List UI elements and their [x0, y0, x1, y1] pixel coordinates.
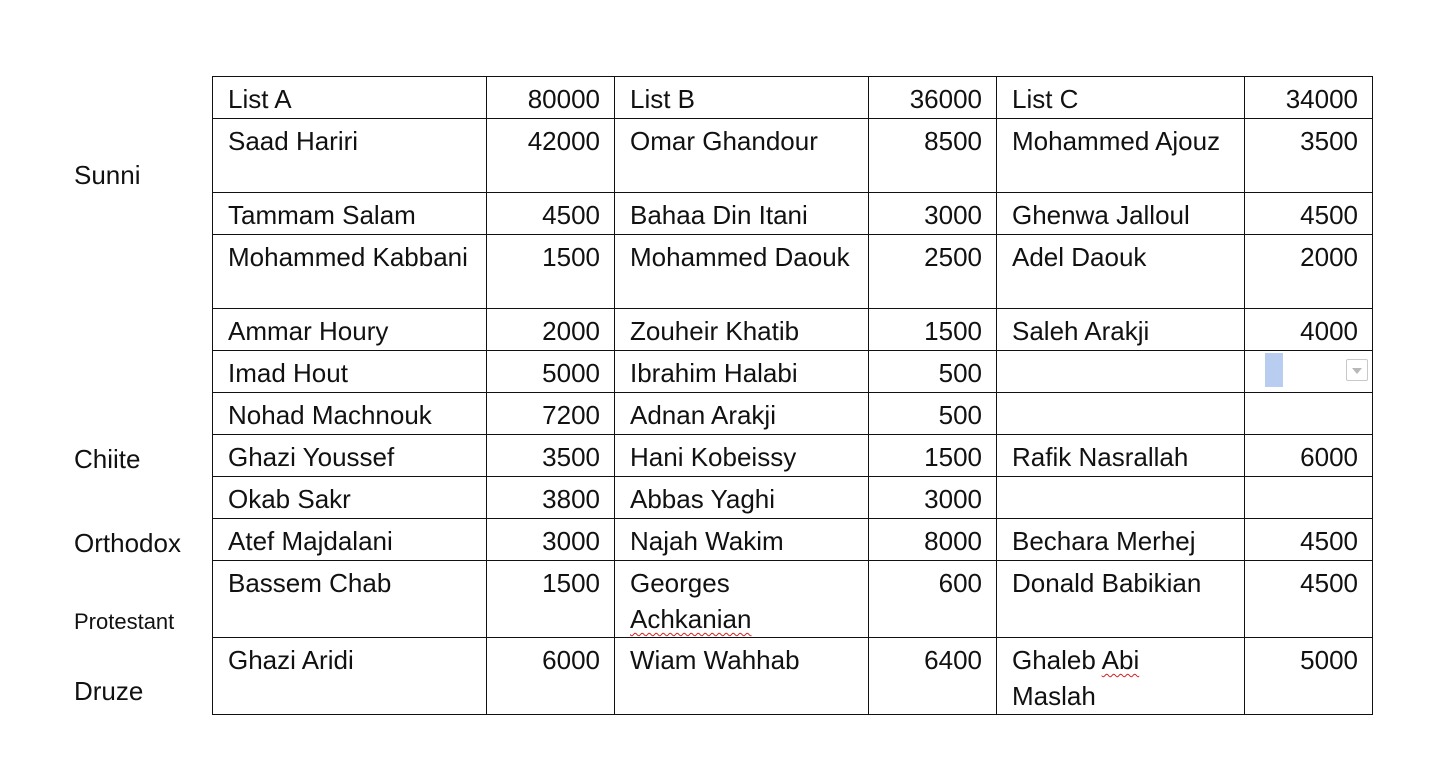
- table-row: [213, 477, 1373, 519]
- table-cell[interactable]: 4500: [487, 193, 615, 235]
- table-cell[interactable]: 2500: [869, 235, 997, 309]
- table-cell[interactable]: Saleh Arakji: [997, 309, 1245, 351]
- table-cell[interactable]: Atef Majdalani: [213, 519, 487, 561]
- chevron-down-icon[interactable]: [1346, 359, 1368, 381]
- table-cell[interactable]: [997, 351, 1245, 393]
- table-row: [213, 561, 1373, 638]
- table-cell-selected[interactable]: [1245, 351, 1373, 393]
- section-label-sunni: Sunni: [74, 160, 141, 190]
- table-cell[interactable]: Nohad Machnouk: [213, 393, 487, 435]
- table-cell[interactable]: Imad Hout: [213, 351, 487, 393]
- spelling-flagged-word: Achkanian: [630, 604, 752, 634]
- table-cell[interactable]: Ghenwa Jalloul: [997, 193, 1245, 235]
- table-cell[interactable]: 8000: [869, 519, 997, 561]
- table-cell[interactable]: Bechara Merhej: [997, 519, 1245, 561]
- table-cell[interactable]: Zouheir Khatib: [615, 309, 869, 351]
- table-cell[interactable]: 1500: [487, 235, 615, 309]
- table-cell[interactable]: 4500: [1245, 519, 1373, 561]
- table-cell[interactable]: [1245, 393, 1373, 435]
- spelling-flagged-word: Abi: [1101, 645, 1140, 675]
- table-cell[interactable]: [1245, 477, 1373, 519]
- table-cell[interactable]: Adel Daouk: [997, 235, 1245, 309]
- section-label-chiite: Chiite: [74, 444, 141, 474]
- table-cell[interactable]: 3500: [487, 435, 615, 477]
- table-cell[interactable]: 8500: [869, 119, 997, 193]
- table-cell[interactable]: 600: [869, 561, 997, 638]
- cell-text: Georges: [630, 568, 730, 598]
- table-cell[interactable]: 80000: [487, 77, 615, 119]
- table-cell[interactable]: 3000: [487, 519, 615, 561]
- table-cell[interactable]: 3000: [869, 193, 997, 235]
- cell-text: Maslah: [1012, 681, 1096, 711]
- table-cell[interactable]: Okab Sakr: [213, 477, 487, 519]
- table-row: [213, 309, 1373, 351]
- table-row: [213, 351, 1373, 393]
- table-cell[interactable]: Hani Kobeissy: [615, 435, 869, 477]
- table-row: [213, 393, 1373, 435]
- table-cell[interactable]: Omar Ghandour: [615, 119, 869, 193]
- table-header-row: [213, 77, 1373, 119]
- table-cell[interactable]: Mohammed Ajouz: [997, 119, 1245, 193]
- table-row: [213, 235, 1373, 309]
- table-cell[interactable]: Tammam Salam: [213, 193, 487, 235]
- table-row: [213, 519, 1373, 561]
- table-cell[interactable]: Ghazi Youssef: [213, 435, 487, 477]
- table-cell[interactable]: 3000: [869, 477, 997, 519]
- candidate-lists-table[interactable]: [212, 76, 1373, 715]
- table-cell[interactable]: 1500: [869, 435, 997, 477]
- table-cell[interactable]: 36000: [869, 77, 997, 119]
- table-cell[interactable]: 1500: [487, 561, 615, 638]
- table-cell[interactable]: 3500: [1245, 119, 1373, 193]
- table-cell[interactable]: [997, 477, 1245, 519]
- table-cell[interactable]: List B: [615, 77, 869, 119]
- table-cell[interactable]: 3800: [487, 477, 615, 519]
- section-label-druze: Druze: [74, 676, 144, 706]
- table-cell[interactable]: Adnan Arakji: [615, 393, 869, 435]
- table-cell[interactable]: 4500: [1245, 561, 1373, 638]
- table-cell[interactable]: 4500: [1245, 193, 1373, 235]
- table-cell[interactable]: 7200: [487, 393, 615, 435]
- table-cell[interactable]: 42000: [487, 119, 615, 193]
- table-cell[interactable]: 6000: [487, 638, 615, 715]
- table-row: [213, 435, 1373, 477]
- table-cell[interactable]: 2000: [487, 309, 615, 351]
- table-cell[interactable]: 500: [869, 393, 997, 435]
- table-cell[interactable]: Ghazi Aridi: [213, 638, 487, 715]
- cell-text: Ghaleb: [1012, 645, 1096, 675]
- table-cell[interactable]: Bahaa Din Itani: [615, 193, 869, 235]
- table-cell[interactable]: 4000: [1245, 309, 1373, 351]
- section-label-orthodox: Orthodox: [74, 528, 181, 558]
- section-label-protestant: Protestant: [74, 609, 175, 634]
- table-row: [213, 638, 1373, 715]
- table-cell[interactable]: 2000: [1245, 235, 1373, 309]
- table-cell[interactable]: List C: [997, 77, 1245, 119]
- table-cell[interactable]: 34000: [1245, 77, 1373, 119]
- table-cell[interactable]: 6400: [869, 638, 997, 715]
- table-cell[interactable]: [997, 393, 1245, 435]
- table-row: [213, 119, 1373, 193]
- table-cell[interactable]: 5000: [1245, 638, 1373, 715]
- table-cell[interactable]: Abbas Yaghi: [615, 477, 869, 519]
- table-cell[interactable]: Wiam Wahhab: [615, 638, 869, 715]
- table-row: [213, 193, 1373, 235]
- table-cell[interactable]: Najah Wakim: [615, 519, 869, 561]
- table-cell[interactable]: Bassem Chab: [213, 561, 487, 638]
- table-cell[interactable]: 500: [869, 351, 997, 393]
- table-cell[interactable]: 5000: [487, 351, 615, 393]
- table-cell[interactable]: Mohammed Daouk: [615, 235, 869, 309]
- table-cell[interactable]: 1500: [869, 309, 997, 351]
- table-cell[interactable]: Saad Hariri: [213, 119, 487, 193]
- table-cell[interactable]: [997, 638, 1245, 715]
- table-cell[interactable]: Donald Babikian: [997, 561, 1245, 638]
- table-cell[interactable]: Rafik Nasrallah: [997, 435, 1245, 477]
- text-selection-highlight: [1265, 353, 1283, 387]
- table-cell[interactable]: 6000: [1245, 435, 1373, 477]
- table-cell[interactable]: List A: [213, 77, 487, 119]
- table-cell[interactable]: Mohammed Kabbani: [213, 235, 487, 309]
- table-cell[interactable]: Ibrahim Halabi: [615, 351, 869, 393]
- table-cell[interactable]: Ammar Houry: [213, 309, 487, 351]
- table-cell[interactable]: [615, 561, 869, 638]
